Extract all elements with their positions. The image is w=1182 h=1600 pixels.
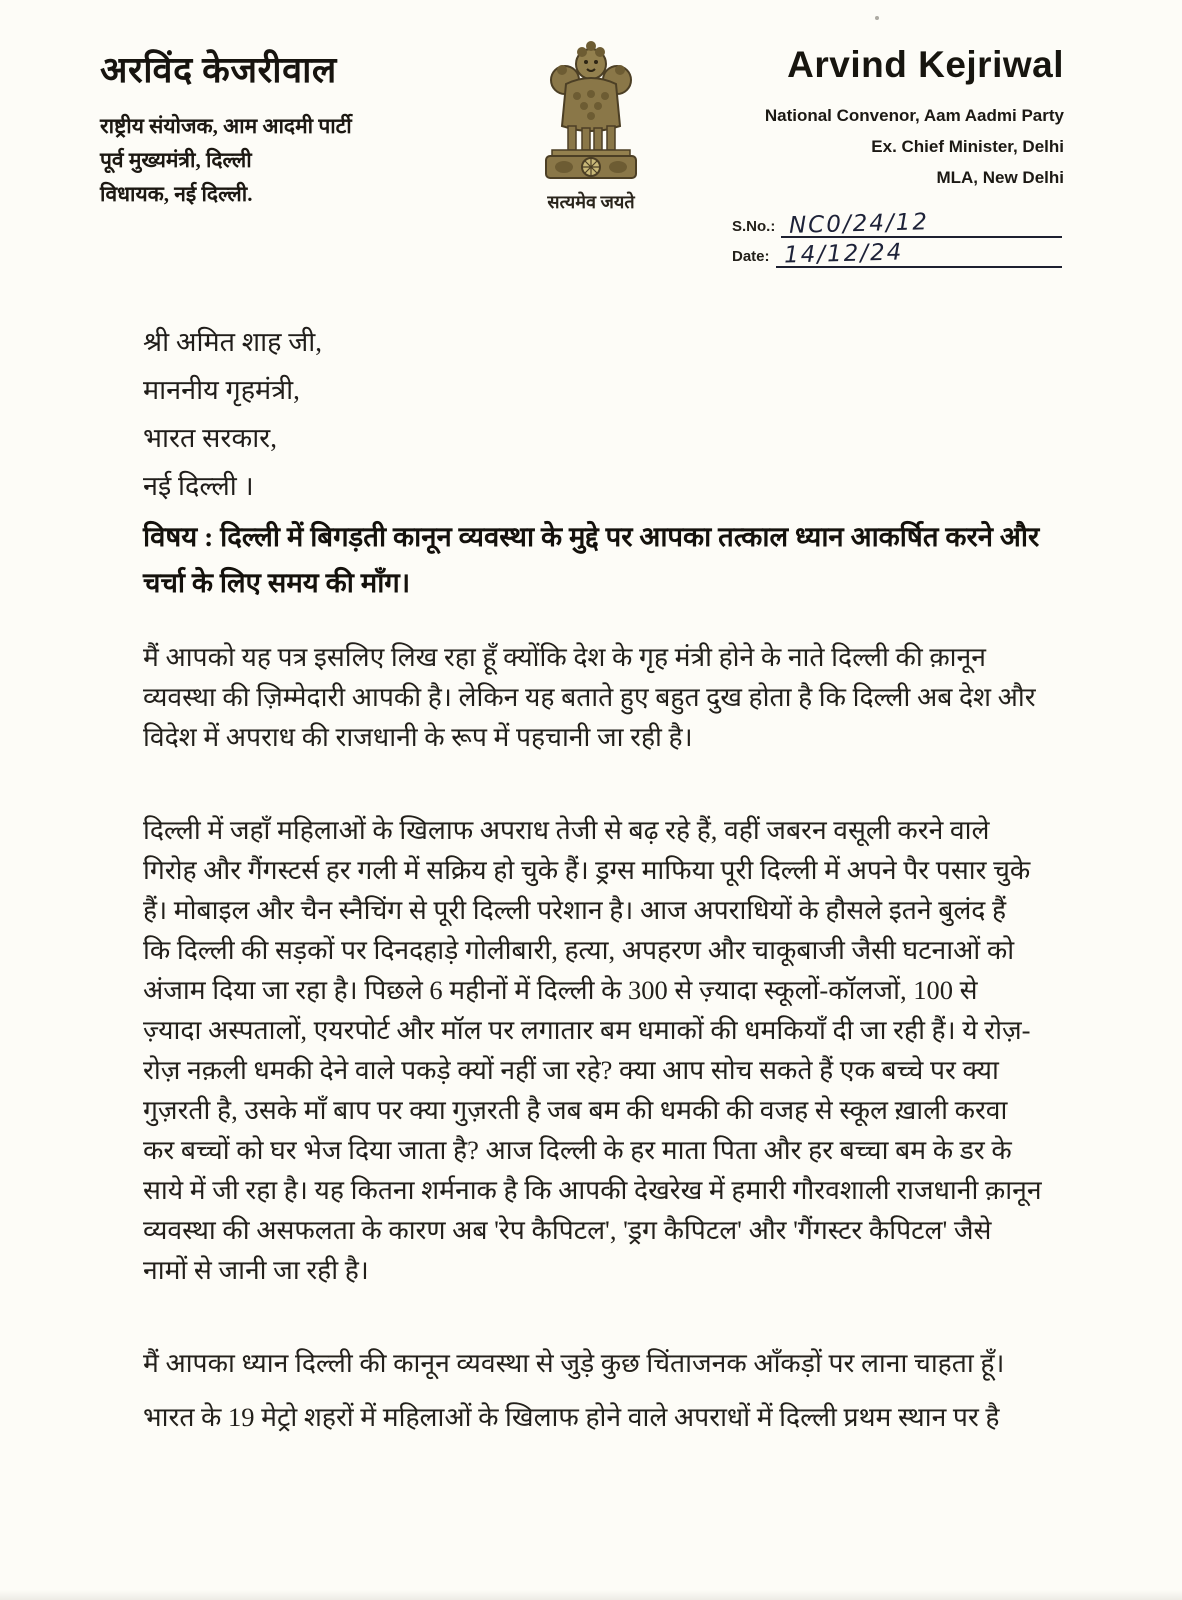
text-line: गुज़रती है, उसके माँ बाप पर क्या गुज़रती है जब बम की धमकी की वजह से स्कूल ख़ाली करवा xyxy=(143,1095,1008,1125)
date-underline xyxy=(776,239,1062,269)
text-line: चर्चा के लिए समय की माँग। xyxy=(143,567,411,598)
text-line: कि दिल्ली की सड़कों पर दिनदहाड़े गोलीबारी, हत्या, अपहरण और चाकूबाजी जैसी घटनाओं को xyxy=(143,935,1015,965)
text-line: नई दिल्ली । xyxy=(143,471,254,501)
subject-line xyxy=(143,514,1043,606)
sender-titles-english xyxy=(644,100,1064,193)
text-line: साये में जी रहा है। यह कितना शर्मनाक है कि आपकी देखरेख में हमारी गौरवशाली राजधानी क़ानून xyxy=(143,1175,1042,1205)
text-line: पूर्व मुख्यमंत्री, दिल्ली xyxy=(100,148,252,172)
text-line: श्री अमित शाह जी, xyxy=(143,327,322,357)
text-line: ज़्यादा अस्पतालों, एयरपोर्ट और मॉल पर लगातार बम धमाकों की धमकियाँ दी जा रही हैं। ये रोज़- xyxy=(143,1015,1031,1045)
text-line: राष्ट्रीय संयोजक, आम आदमी पार्टी xyxy=(100,114,352,138)
text-line: विषय : दिल्ली में बिगड़ती कानून व्यवस्था के मुद्दे पर आपका तत्काल ध्यान आकर्षित करने और xyxy=(143,521,1040,552)
text-line: विदेश में अपराध की राजधानी के रूप में पहचानी जा रही है। xyxy=(143,722,693,752)
paragraph-3 xyxy=(143,1336,1048,1444)
sno-label: S.No.: xyxy=(732,218,776,235)
letterhead-right xyxy=(644,44,1064,193)
text-line: अंजाम दिया जा रहा है। पिछले 6 महीनों में दिल्ली के 300 से ज़्यादा स्कूलों-कॉलजों, 100 से xyxy=(143,975,978,1005)
text-line: नामों से जानी जा रही है। xyxy=(143,1255,369,1285)
text-line: व्यवस्था की असफलता के कारण अब 'रेप कैपिटल', 'ड्रग कैपिटल' और 'गैंगस्टर कैपिटल' जैसे xyxy=(143,1215,992,1245)
text-line: गिरोह और गैंगस्टर्स हर गली में सक्रिय हो चुके हैं। ड्रग्स माफिया पूरी दिल्ली में अपने पैर पसार चुके xyxy=(143,855,1031,885)
text-line: MLA, New Delhi xyxy=(936,168,1064,187)
text-line: रोज़ नक़ली धमकी देने वाले पकड़े क्यों नहीं जा रहे? क्या आप सोच सकते हैं एक बच्चे पर क्या xyxy=(143,1055,999,1085)
text-line: दिल्ली में जहाँ महिलाओं के खिलाफ अपराध तेजी से बढ़ रहे हैं, वहीं जबरन वसूली करने वाले xyxy=(143,815,990,845)
date-label: Date: xyxy=(732,248,770,265)
paragraph-2 xyxy=(143,810,1048,1290)
text-line: भारत के 19 मेट्रो शहरों में महिलाओं के खिलाफ होने वाले अपराधों में दिल्ली प्रथम स्थान पर है xyxy=(143,1402,1000,1432)
serial-number-row xyxy=(732,209,1062,239)
text-line: मैं आपको यह पत्र इसलिए लिख रहा हूँ क्योंकि देश के गृह मंत्री होने के नाते दिल्ली की क़ानून xyxy=(143,642,986,672)
text-line: मैं आपका ध्यान दिल्ली की कानून व्यवस्था से जुड़े कुछ चिंताजनक आँकड़ों पर लाना चाहता हूँ। xyxy=(143,1348,1005,1378)
text-line: माननीय गृहमंत्री, xyxy=(143,375,300,405)
text-line: विधायक, नई दिल्ली. xyxy=(100,182,253,206)
sno-handwritten-value: NC0/24/12 xyxy=(789,209,930,239)
date-row xyxy=(732,239,1062,269)
scan-artifact-dot xyxy=(875,16,879,20)
serial-date-block xyxy=(732,209,1062,272)
text-line: भारत सरकार, xyxy=(143,423,277,453)
ashoka-lion-capital-icon xyxy=(532,34,650,184)
sender-titles-hindi xyxy=(100,109,430,211)
page-bottom-edge xyxy=(0,1590,1182,1600)
letterhead-left xyxy=(100,44,430,211)
text-line: Ex. Chief Minister, Delhi xyxy=(871,137,1064,156)
sender-name-hindi: अरविंद केजरीवाल xyxy=(100,50,337,90)
text-line: कर बच्चों को घर भेज दिया जाता है? आज दिल्ली के हर माता पिता और हर बच्चा बम के डर के xyxy=(143,1135,1012,1165)
text-line: हैं। मोबाइल और चैन स्नैचिंग से पूरी दिल्ली परेशान है। आज अपराधियों के हौसले इतने बुलंद हैं xyxy=(143,895,1007,925)
sno-underline xyxy=(781,209,1062,239)
sender-name-english: Arvind Kejriwal xyxy=(787,44,1064,85)
date-handwritten-value: 14/12/24 xyxy=(783,239,904,269)
recipient-address xyxy=(143,318,322,510)
text-line: National Convenor, Aam Aadmi Party xyxy=(764,106,1064,125)
paragraph-1 xyxy=(143,637,1048,757)
text-line: व्यवस्था की ज़िम्मेदारी आपकी है। लेकिन यह बताते हुए बहुत दुख होता है कि दिल्ली अब देश और xyxy=(143,682,1036,712)
satyameva-jayate-caption: सत्यमेव जयते xyxy=(547,192,635,212)
